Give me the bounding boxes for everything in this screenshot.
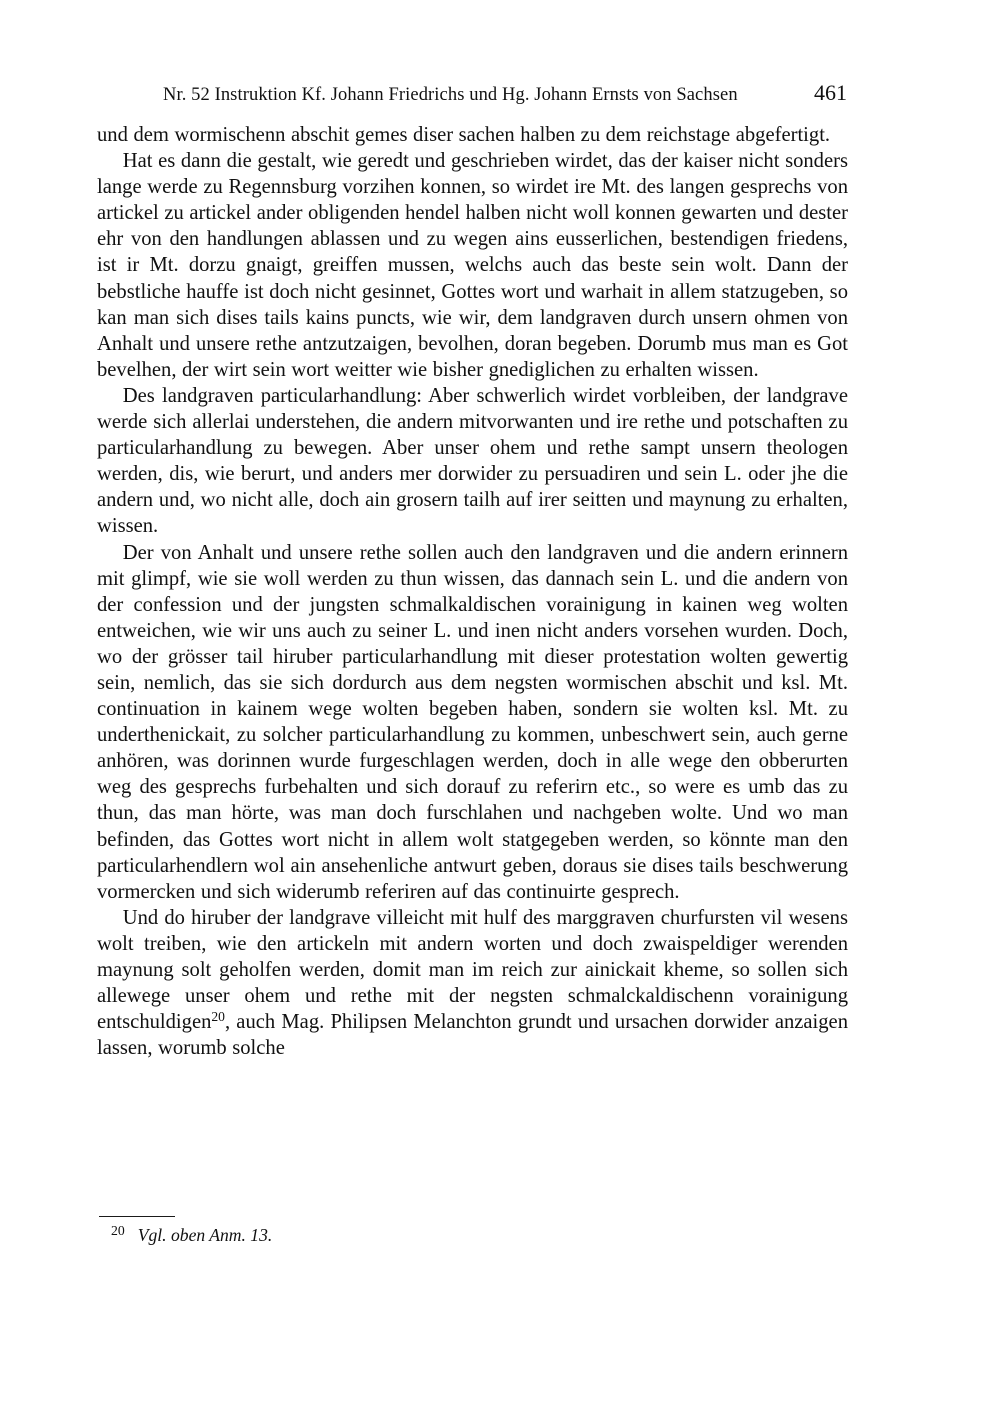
paragraph-5 bbox=[97, 905, 848, 1062]
paragraph-4: Der von Anhalt und unsere rethe sollen auch den landgraven und die andern erinnern mit glimpf, wie sie woll werden zu thun wissen, das dannach sein L. und die andern von der confession und der jungsten schmalkaldischen vorainigung in kainen weg wolten entweichen, wie wir uns auch zu seiner L. und inen nicht anders vorsehen wurden. Doch, wo der grösser tail hiruber particularhandlung mit dieser protestation wolten gewertig sein, nemlich, das sie sich dordurch aus dem negsten wormischen abschit und ksl. Mt. continuation in kainem wege wolten begeben haben, sondern sie wolten ksl. Mt. zu underthenickait, zu solcher particularhandlung zu kommen, unbeschwert sein, auch gerne anhören, was dorinnen wurde furgeschlagen werden, doch in alle wege den obberurten weg des gesprechs furbehalten und sich dorauf zu referirn etc., so were es umb das zu thun, das man hörte, was man doch furschlahen und nachgeben wolte. Und wo man befinden, das Gottes wort nicht in allem wolt statgegeben werden, so könnte man den particularhendlern wol ain ansehenliche antwurt geben, doraus sie dises tails beschwerung vormercken und sich widerumb referiren auf das continuirte gesprech. bbox=[97, 541, 848, 903]
paragraph-3: Des landgraven particularhandlung: Aber schwerlich wirdet vorbleiben, der landgrave werde sich allerlai understehen, die andern mitvorwanten und ire rethe und potschaften zu particularhandlung zu bewegen. Aber unser ohem und rethe sampt unsern theologen werden, dis, wie berurt, und anders mer dorwider zu persuadiren und sein L. oder jhe die andern und, wo nicht alle, doch ain grosern tailh auf irer seitten und maynung zu erhalten, wissen. bbox=[97, 384, 848, 538]
footnote-number: 20 bbox=[111, 1223, 125, 1239]
body-text-block bbox=[97, 122, 848, 1061]
paragraph-5-text-before-note: Und do hiruber der landgrave villeicht mit hulf des marggraven churfursten vil wesens wolt treiben, wie den artickeln mit andern worten und doch zwaispeldiger werenden maynung solt geholfen werden, domit man im reich zur ainickait kheme, so sollen sich allewege unser ohem und rethe mit der negsten schmalckaldischenn vorainigung entschuldigen bbox=[97, 906, 848, 1034]
footnote-separator-rule bbox=[99, 1216, 175, 1217]
paragraph-2: Hat es dann die gestalt, wie geredt und geschrieben wirdet, das der kaiser nicht sonders lange werde zu Regennsburg vorzihen konnen, so wirdet ire Mt. des langen gesprechs von artickel zu artickel ander obligenden hendel halben nicht woll konnen gewarten und dester ehr von den handlungen ablassen und zu wegen ains eusserlichen, bestendigen friedens, ist ir Mt. dorzu gnaigt, greiffen mussen, welchs auch das beste sein wolt. Dann der bebstliche hauffe ist doch nicht gesinnet, Gottes wort und warhait in allem statzugeben, so kan man sich dises tails kains puncts, wie wir, dem landgraven durch unsern ohmen von Anhalt und unsere rethe antzutzaigen, bevolhen, doran begeben. Dorumb mus man es Got bevelhen, der wirt sein wort weitter wie bisher gnediglichen zu erhalten wissen. bbox=[97, 150, 848, 381]
footnote-text: Vgl. oben Anm. 13. bbox=[137, 1225, 273, 1245]
footnote-item bbox=[97, 1224, 848, 1247]
footnote-area bbox=[97, 1216, 848, 1247]
running-head-title: Nr. 52 Instruktion Kf. Johann Friedrichs und Hg. Johann Ernsts von Sachsen bbox=[163, 85, 738, 105]
page-number: 461 bbox=[814, 80, 847, 105]
paragraph-5-text-after-note: , auch Mag. Philipsen Melanchton grundt und ursachen dorwider anzaigen lassen, worumb solche bbox=[97, 1011, 848, 1060]
footnote-reference-20[interactable]: 20 bbox=[211, 1009, 225, 1025]
running-head bbox=[97, 80, 847, 108]
paragraph-1: und dem wormischenn abschit gemes diser sachen halben zu dem reichstage abgefertigt. bbox=[97, 124, 831, 146]
